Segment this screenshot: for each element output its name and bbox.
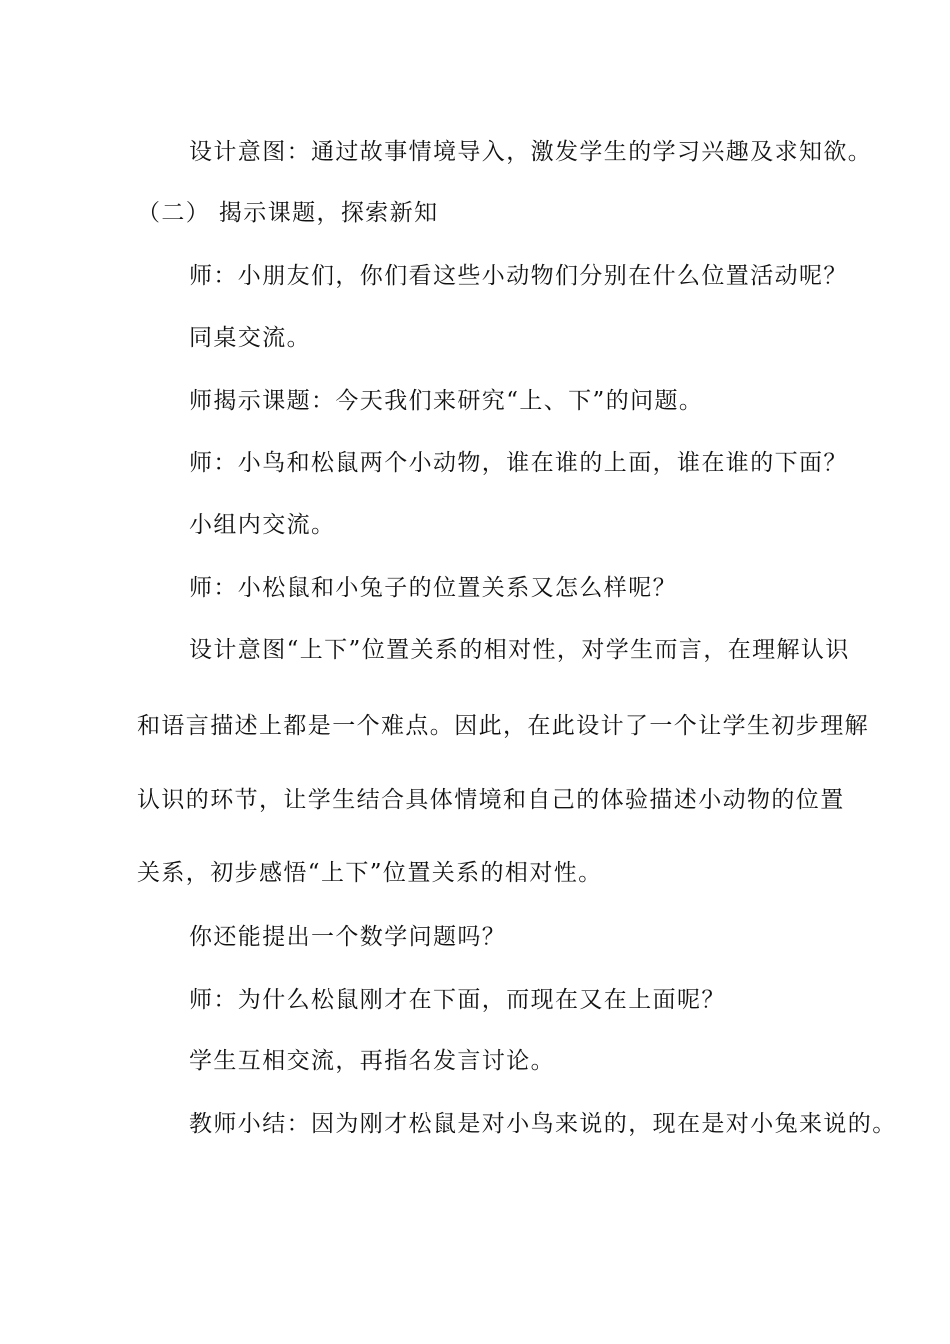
design-intent-line-2: 和语言描述上都是一个难点。因此，在此设计了一个让学生初步理解 — [137, 713, 869, 739]
math-question-paragraph: 你还能提出一个数学问题吗？ — [189, 924, 507, 950]
design-intent-line-3: 认识的环节，让学生结合具体情境和自己的体验描述小动物的位置 — [137, 787, 845, 813]
teacher-question-paragraph: 师：小朋友们，你们看这些小动物们分别在什么位置活动呢？ — [189, 263, 848, 289]
teacher-summary-paragraph: 教师小结：因为刚才松鼠是对小鸟来说的，现在是对小兔来说的。 — [189, 1111, 897, 1137]
bird-squirrel-question-paragraph: 师：小鸟和松鼠两个小动物，谁在谁的上面，谁在谁的下面？ — [189, 450, 848, 476]
deskmate-discussion-paragraph: 同桌交流。 — [189, 325, 311, 351]
student-exchange-paragraph: 学生互相交流，再指名发言讨论。 — [189, 1048, 555, 1074]
design-intent-line-4: 关系，初步感悟“上下”位置关系的相对性。 — [137, 860, 603, 886]
topic-reveal-paragraph: 师揭示课题：今天我们来研究“上、下”的问题。 — [189, 388, 704, 414]
section-heading: （二） 揭示课题，探索新知 — [137, 200, 439, 226]
design-intent-line-1: 设计意图“上下”位置关系的相对性，对学生而言，在理解认识 — [189, 637, 850, 663]
group-discussion-paragraph: 小组内交流。 — [189, 512, 336, 538]
design-intent-paragraph: 设计意图：通过故事情境导入，激发学生的学习兴趣及求知欲。 — [189, 139, 873, 165]
squirrel-rabbit-question-paragraph: 师：小松鼠和小兔子的位置关系又怎么样呢？ — [189, 575, 677, 601]
teacher-why-question-paragraph: 师：为什么松鼠刚才在下面，而现在又在上面呢？ — [189, 987, 726, 1013]
